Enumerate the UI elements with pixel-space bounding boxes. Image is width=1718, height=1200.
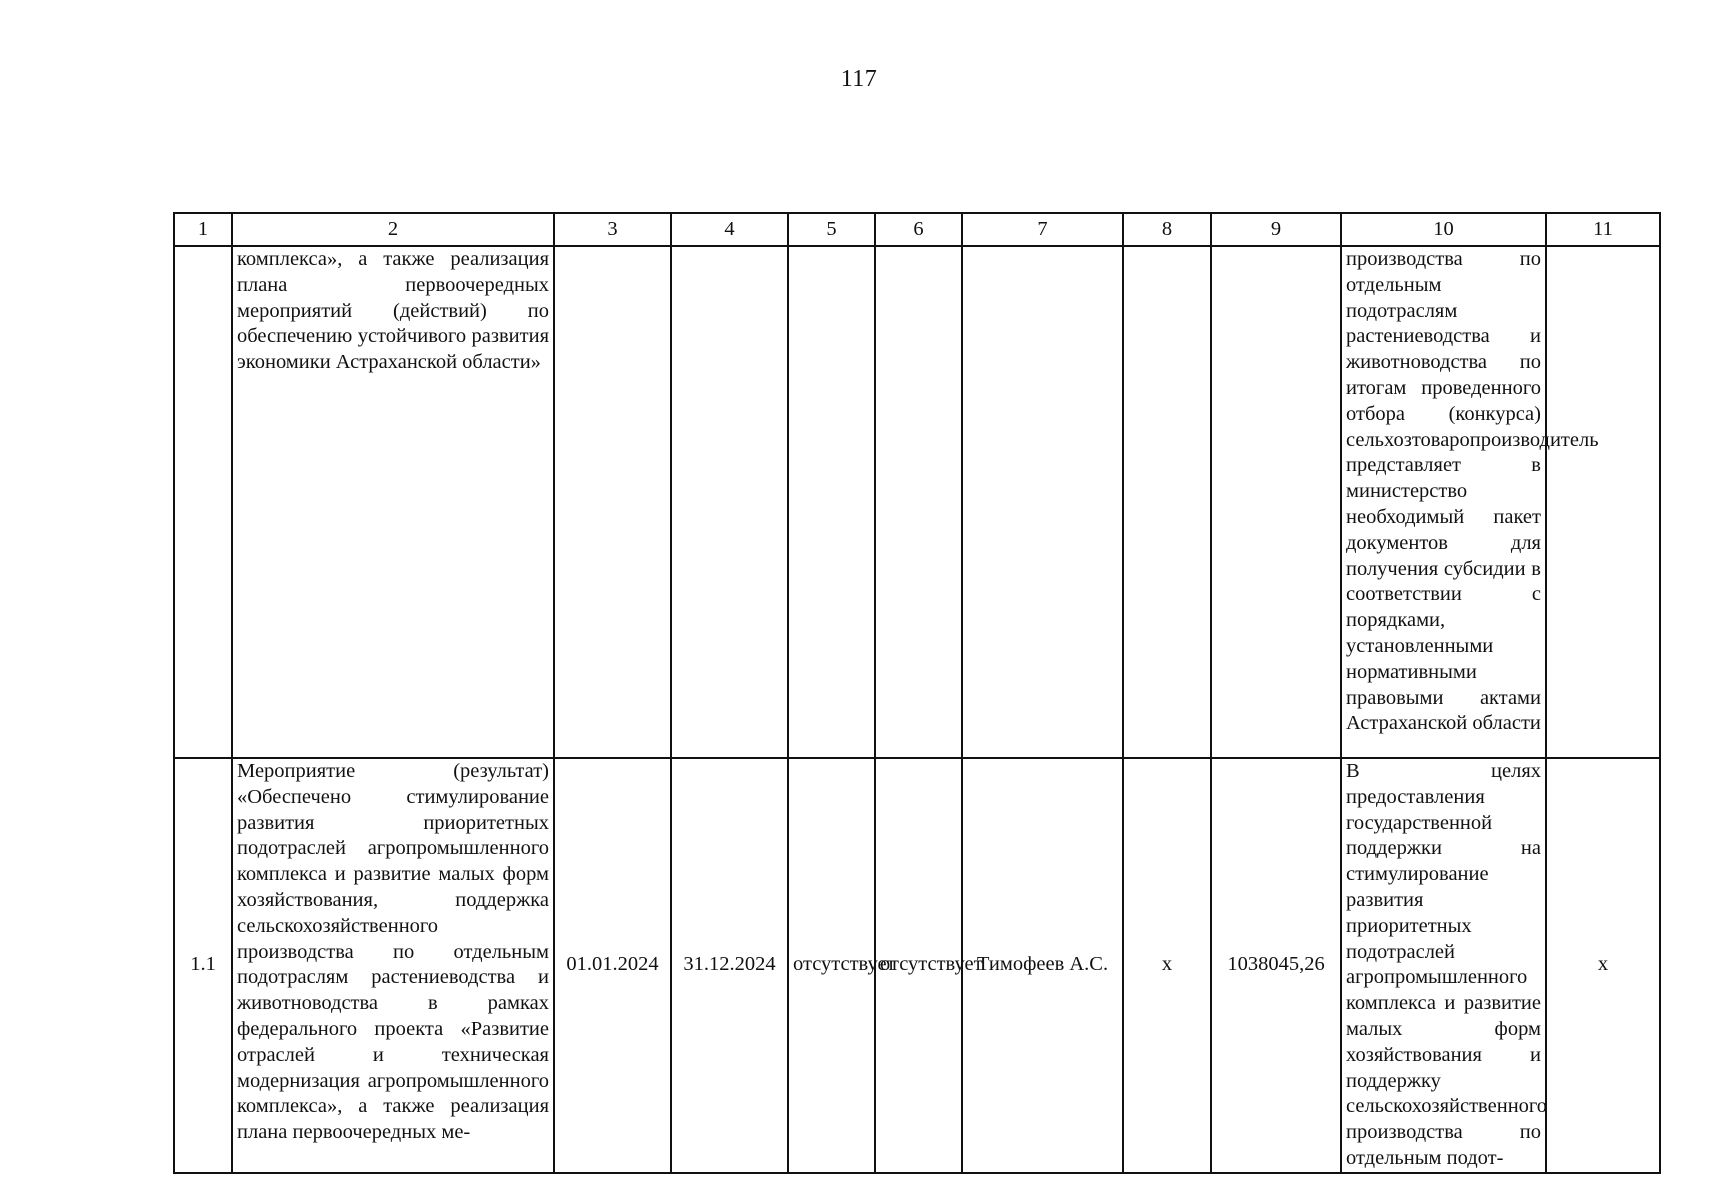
- column-header: 2: [232, 213, 554, 246]
- cell-number: [174, 246, 232, 758]
- cell-description: комплекса», а также реализация плана первоочередных мероприятий (действий) по обеспечению устойчивого развития экономики Астраханской области»: [232, 246, 554, 758]
- cell-amount: [1211, 246, 1341, 758]
- cell-col8: [1123, 246, 1211, 758]
- column-header: 11: [1546, 213, 1660, 246]
- column-header: 8: [1123, 213, 1211, 246]
- page-number: 117: [840, 66, 878, 92]
- cell-col5: отсутствует: [788, 758, 875, 1173]
- cell-col6: [875, 246, 962, 758]
- column-header: 1: [174, 213, 232, 246]
- cell-start-date: 01.01.2024: [554, 758, 671, 1173]
- table-row: [174, 758, 1660, 1173]
- cell-responsible: Тимофеев А.С.: [962, 758, 1123, 1173]
- column-header: 7: [962, 213, 1123, 246]
- column-header: 6: [875, 213, 962, 246]
- column-header: 10: [1341, 213, 1546, 246]
- cell-end-date: [671, 246, 788, 758]
- column-header: 3: [554, 213, 671, 246]
- cell-notes: В целях предоставления государственной поддержки на стимулирование развития приоритетных подотраслей агропромышленного комплекса и развитие малых форм хозяйствования и поддержку сельскохозяйственного производства по отдельным подот-: [1341, 758, 1546, 1173]
- cell-start-date: [554, 246, 671, 758]
- cell-col6: отсутствует: [875, 758, 962, 1173]
- cell-number: 1.1: [174, 758, 232, 1173]
- cell-responsible: [962, 246, 1123, 758]
- data-table: [173, 212, 1661, 1174]
- cell-notes: производства по отдельным подотраслям растениеводства и животноводства по итогам проведенного отбора (конкурса) сельхозтоваропроизводитель представляет в министерство необходимый пакет документов для получения субсидии в соответствии с порядками, установленными нормативными правовыми актами Астраханской области: [1341, 246, 1546, 758]
- table-row: [174, 246, 1660, 758]
- column-header: 9: [1211, 213, 1341, 246]
- cell-col11: x: [1546, 758, 1660, 1173]
- cell-col5: [788, 246, 875, 758]
- header-row: [174, 213, 1660, 246]
- cell-amount: 1038045,26: [1211, 758, 1341, 1173]
- column-header: 5: [788, 213, 875, 246]
- cell-col11: [1546, 246, 1660, 758]
- cell-description: Мероприятие (результат) «Обеспечено стимулирование развития приоритетных подотраслей агропромышленного комплекса и развитие малых форм хозяйствования, поддержка сельскохозяйственного производства по отдельным подотраслям растениеводства и животноводства в рамках федерального проекта «Развитие отраслей и техническая модернизация агропромышленного комплекса», а также реализация плана первоочередных ме-: [232, 758, 554, 1173]
- column-header: 4: [671, 213, 788, 246]
- cell-col8: x: [1123, 758, 1211, 1173]
- cell-end-date: 31.12.2024: [671, 758, 788, 1173]
